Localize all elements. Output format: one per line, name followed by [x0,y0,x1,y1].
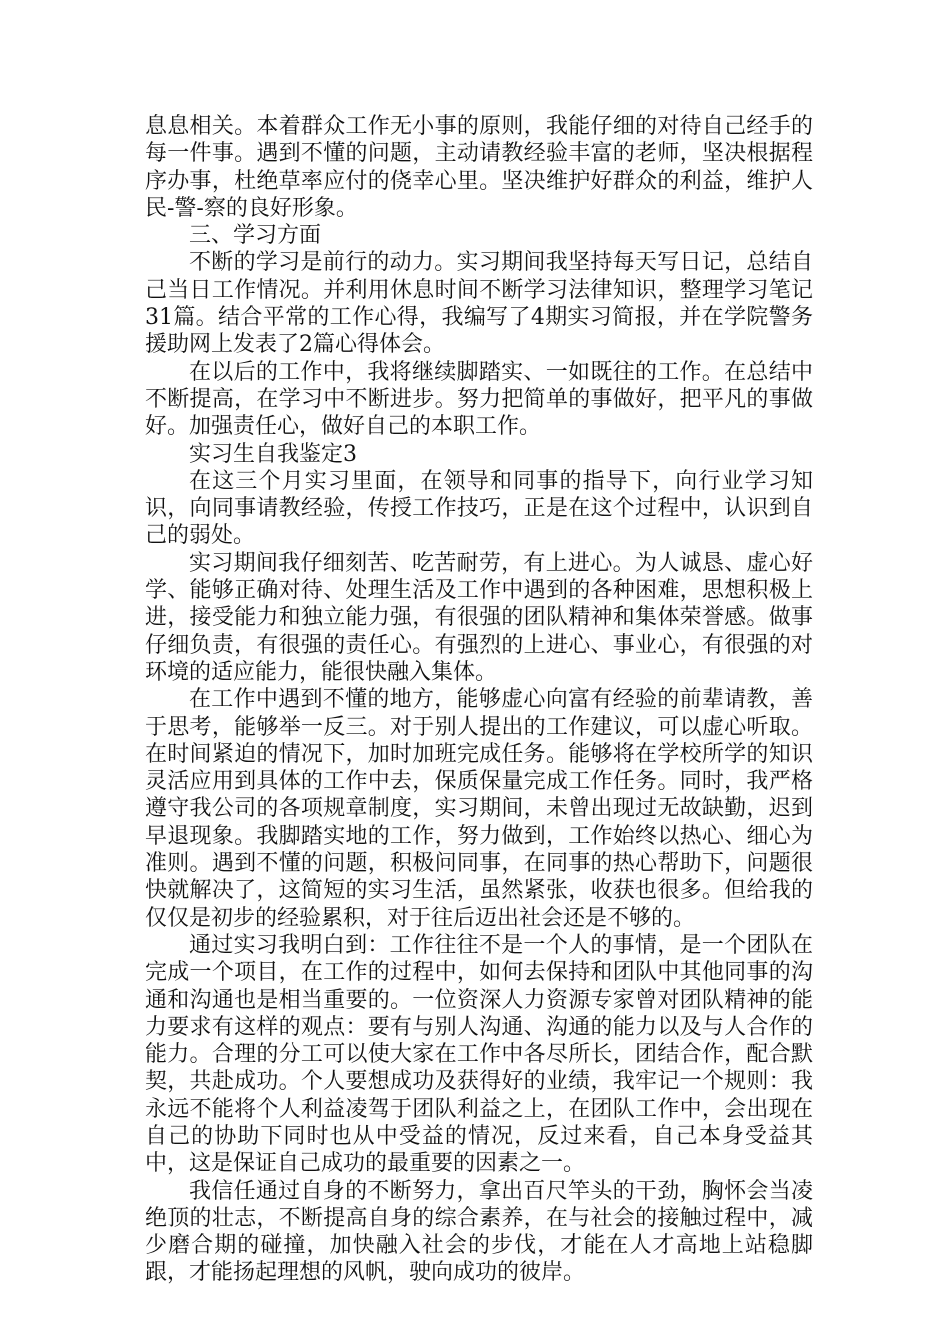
section-heading-self-appraisal-3: 实习生自我鉴定3 [189,441,357,467]
paragraph-2: 不断的学习是前行的动力。实习期间我坚持每天写日记，总结自己当日工作情况。并利用休息时间不断学习法律知识，整理学习笔记31篇。结合平常的工作心得，我编写了4期实习简报，并在学院警务援助网上发表了2篇心得体会。 [145,250,813,358]
paragraph-6: 在工作中遇到不懂的地方，能够虚心向富有经验的前辈请教，善于思考，能够举一反三。对于别人提出的工作建议，可以虚心听取。在时间紧迫的情况下，加时加班完成任务。能够将在学校所学的知识灵活应用到具体的工作中去，保质保量完成工作任务。同时，我严格遵守我公司的各项规章制度，实习期间，未曾出现过无故缺勤，迟到早退现象。我脚踏实地的工作，努力做到，工作始终以热心、细心为准则。遇到不懂的问题，积极问同事，在同事的热心帮助下，问题很快就解决了，这简短的实习生活，虽然紧张，收获也很多。但给我的仅仅是初步的经验累积，对于往后迈出社会还是不够的。 [145,687,813,931]
paragraph-8: 我信任通过自身的不断努力，拿出百尺竿头的干劲，胸怀会当凌绝顶的壮志，不断提高自身的综合素养，在与社会的接触过程中，减少磨合期的碰撞，加快融入社会的步伐，才能在人才高地上站稳脚跟，才能扬起理想的风帆，驶向成功的彼岸。 [145,1178,813,1286]
document-body [145,113,813,1287]
paragraph-5: 实习期间我仔细刻苦、吃苦耐劳，有上进心。为人诚恳、虚心好学、能够正确对待、处理生活及工作中遇到的各种困难，思想积极上进，接受能力和独立能力强，有很强的团队精神和集体荣誉感。做事仔细负责，有很强的责任心。有强烈的上进心、事业心，有很强的对环境的适应能力，能很快融入集体。 [145,550,813,685]
paragraph-7: 通过实习我明白到：工作往往不是一个人的事情，是一个团队在完成一个项目，在工作的过程中，如何去保持和团队中其他同事的沟通和沟通也是相当重要的。一位资深人力资源专家曾对团队精神的能力要求有这样的观点：要有与别人沟通、沟通的能力以及与人合作的能力。合理的分工可以使大家在工作中各尽所长，团结合作，配合默契，共赴成功。个人要想成功及获得好的业绩，我牢记一个规则：我永远不能将个人利益凌驾于团队利益之上，在团队工作中，会出现在自己的协助下同时也从中受益的情况，反过来看，自己本身受益其中，这是保证自己成功的最重要的因素之一。 [145,932,813,1177]
paragraph-1: 息息相关。本着群众工作无小事的原则，我能仔细的对待自己经手的每一件事。遇到不懂的问题，主动请教经验丰富的老师，坚决根据程序办事，杜绝草率应付的侥幸心里。坚决维护好群众的利益，维护人民-警-察的良好形象。 [145,114,813,221]
paragraph-4: 在这三个月实习里面，在领导和同事的指导下，向行业学习知识，向同事请教经验，传授工作技巧，正是在这个过程中，认识到自己的弱处。 [145,468,813,549]
section-heading-study: 三、学习方面 [189,223,322,249]
paragraph-3: 在以后的工作中，我将继续脚踏实、一如既往的工作。在总结中不断提高，在学习中不断进步。努力把简单的事做好，把平凡的事做好。加强责任心，做好自己的本职工作。 [145,359,813,440]
